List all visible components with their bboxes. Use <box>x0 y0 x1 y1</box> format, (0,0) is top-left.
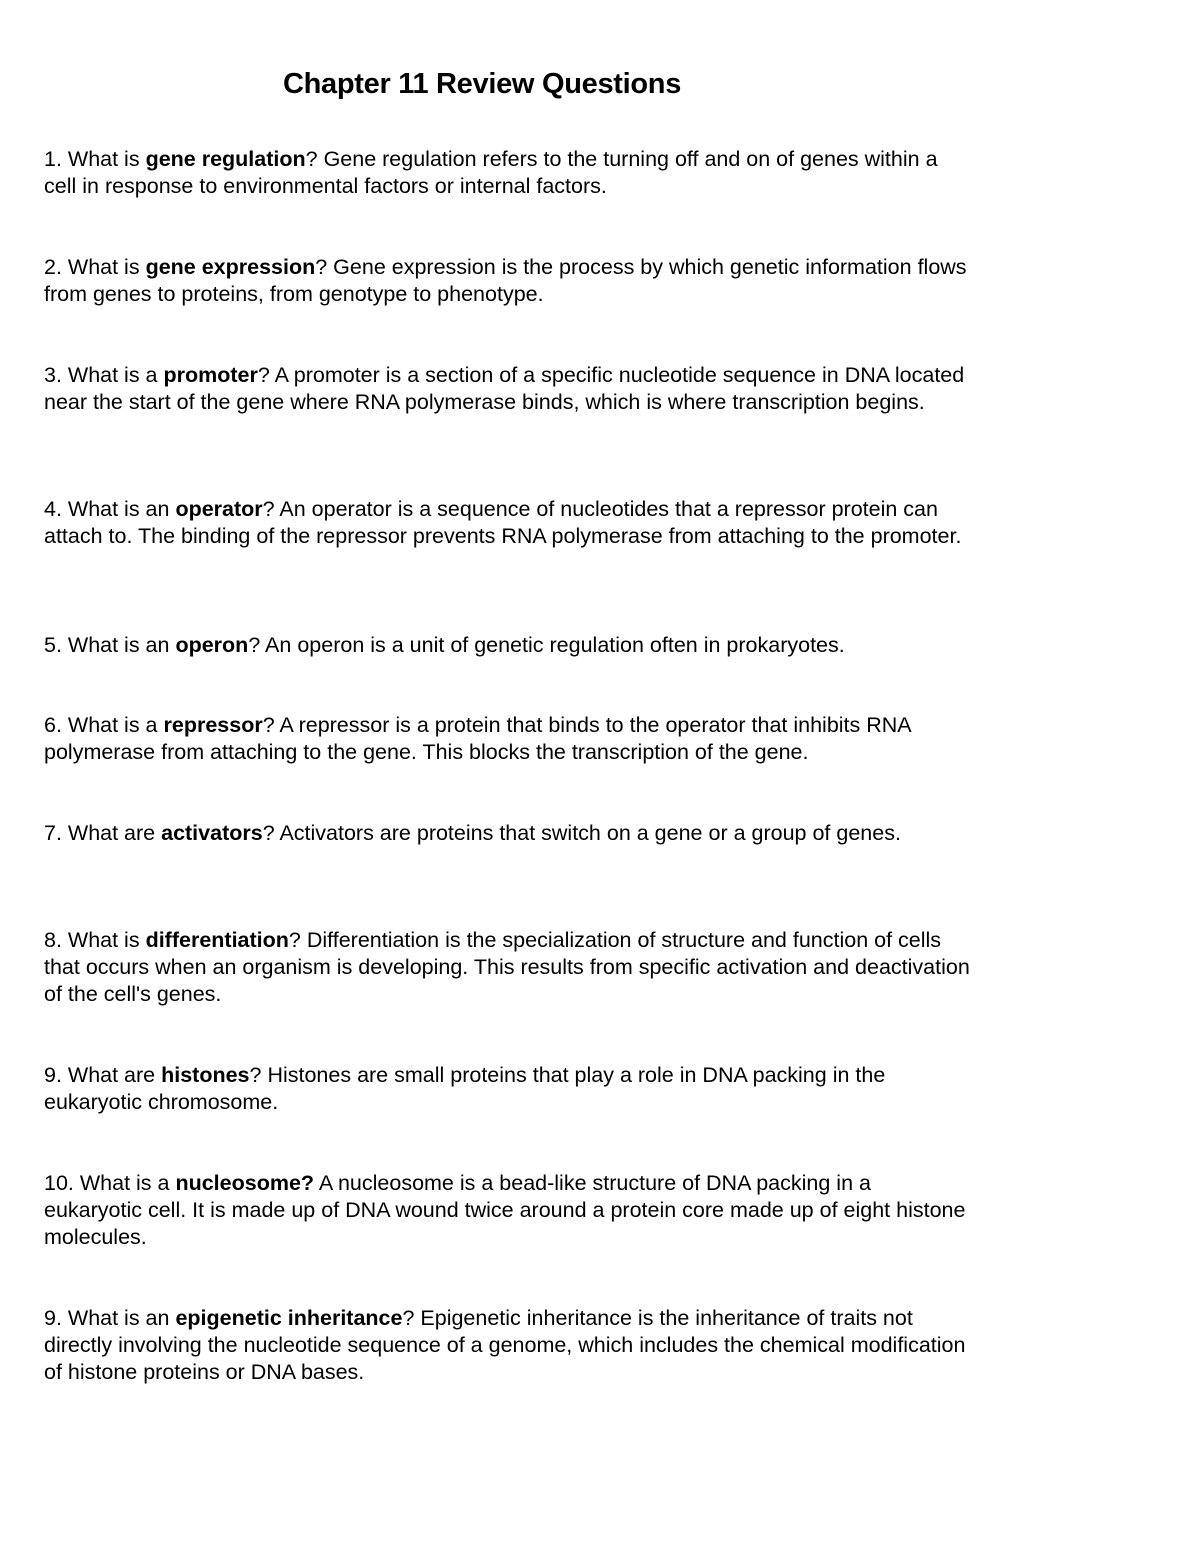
question-5 <box>44 632 974 659</box>
question-prefix: 10. What is a <box>44 1171 176 1195</box>
question-1 <box>44 146 974 200</box>
question-term: epigenetic inheritance <box>175 1306 403 1330</box>
question-prefix: 3. What is a <box>44 363 164 387</box>
question-prefix: 9. What is an <box>44 1306 176 1330</box>
question-3 <box>44 362 974 416</box>
question-prefix: 8. What is <box>44 928 146 952</box>
question-term: gene expression <box>145 255 316 279</box>
question-prefix: 4. What is an <box>44 497 176 521</box>
question-answer: ? Activators are proteins that switch on a gene or a group of genes. <box>262 821 901 845</box>
question-answer: ? An operon is a unit of genetic regulation often in prokaryotes. <box>248 633 845 657</box>
question-prefix: 5. What is an <box>44 633 176 657</box>
question-term: activators <box>161 821 263 845</box>
question-answer: ? Epigenetic inheritance is the inheritance of traits not directly involving the nucleotide sequence of a genome, which includes the chemical modification of histone proteins or DNA bases. <box>44 1306 966 1384</box>
question-11 <box>44 1305 974 1386</box>
question-prefix: 2. What is <box>44 255 146 279</box>
question-answer: ? Histones are small proteins that play a role in DNA packing in the eukaryotic chromosome. <box>44 1063 886 1114</box>
question-answer: ? Gene regulation refers to the turning off and on of genes within a cell in response to environmental factors or internal factors. <box>44 147 938 198</box>
question-4 <box>44 496 974 550</box>
question-term: gene regulation <box>145 147 306 171</box>
question-answer: A nucleosome is a bead-like structure of DNA packing in a eukaryotic cell. It is made up of DNA wound twice around a protein core made up of eight histone molecules. <box>44 1171 966 1249</box>
question-prefix: 1. What is <box>44 147 146 171</box>
question-answer: ? An operator is a sequence of nucleotides that a repressor protein can attach to. The binding of the repressor prevents RNA polymerase from attaching to the promoter. <box>44 497 962 548</box>
question-term: histones <box>161 1063 250 1087</box>
question-8 <box>44 927 974 1008</box>
question-answer: ? Gene expression is the process by which genetic information flows from genes to proteins, from genotype to phenotype. <box>44 255 967 306</box>
question-term: operon <box>175 633 249 657</box>
question-term: differentiation <box>145 928 289 952</box>
question-answer: ? A promoter is a section of a specific nucleotide sequence in DNA located near the start of the gene where RNA polymerase binds, which is where transcription begins. <box>44 363 965 414</box>
question-prefix: 7. What are <box>44 821 162 845</box>
question-term: operator <box>175 497 263 521</box>
question-answer: ? Differentiation is the specialization of structure and function of cells that occurs when an organism is developing. This results from specific activation and deactivation of the cell's genes. <box>44 928 970 1006</box>
page-title: Chapter 11 Review Questions <box>283 68 682 100</box>
question-term: nucleosome? <box>175 1171 315 1195</box>
question-prefix: 9. What are <box>44 1063 162 1087</box>
question-term: promoter <box>163 363 258 387</box>
question-answer: ? A repressor is a protein that binds to the operator that inhibits RNA polymerase from attaching to the gene. This blocks the transcription of the gene. <box>44 713 911 764</box>
question-term: repressor <box>163 713 263 737</box>
question-2 <box>44 254 974 308</box>
question-7 <box>44 820 974 847</box>
question-prefix: 6. What is a <box>44 713 164 737</box>
question-6 <box>44 712 974 766</box>
question-9 <box>44 1062 974 1116</box>
question-10 <box>44 1170 974 1251</box>
